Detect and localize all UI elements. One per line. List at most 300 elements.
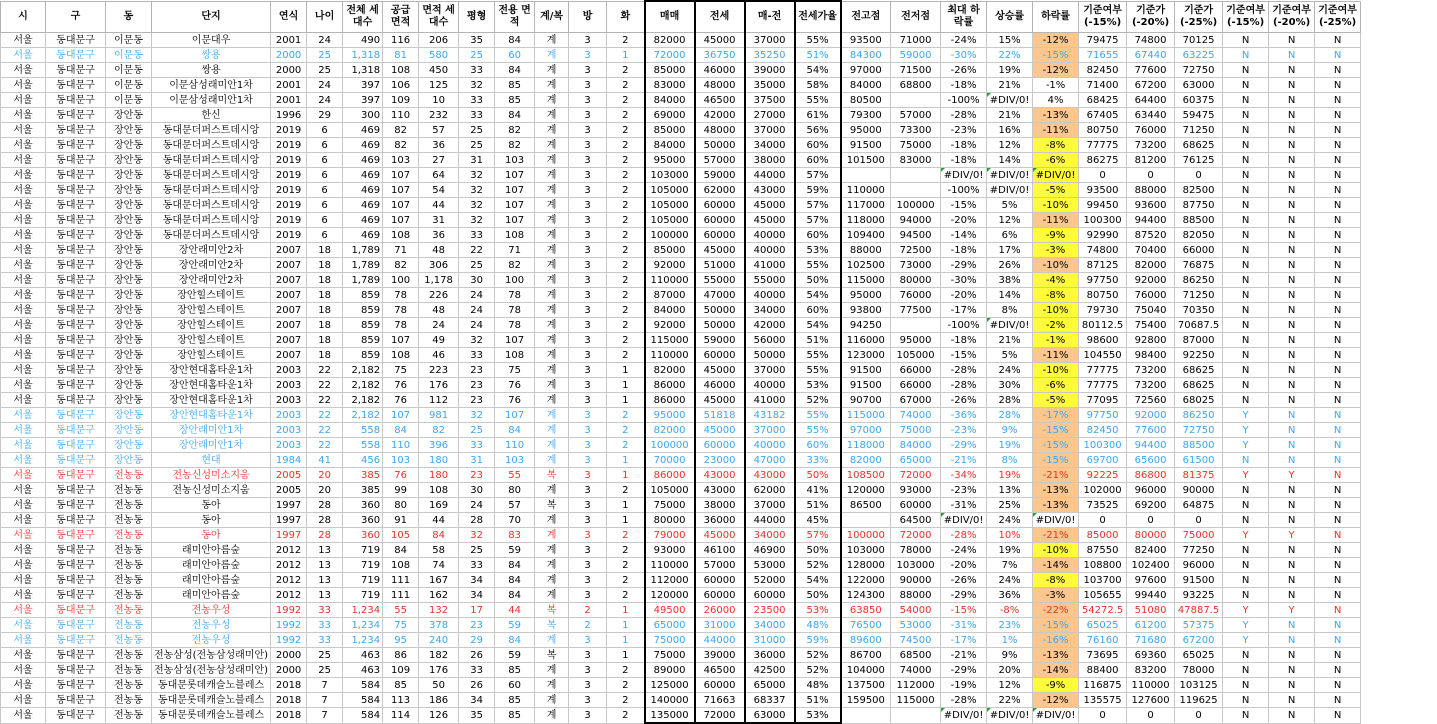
cell[interactable]: 37000: [745, 423, 795, 438]
cell[interactable]: N: [1223, 48, 1269, 63]
cell[interactable]: 0: [1175, 513, 1223, 528]
cell[interactable]: 장안동: [106, 243, 152, 258]
column-header[interactable]: 전세: [695, 1, 745, 33]
cell[interactable]: 서울: [1, 453, 46, 468]
cell[interactable]: 70400: [1127, 243, 1175, 258]
cell[interactable]: 75: [495, 363, 535, 378]
cell[interactable]: 859: [343, 288, 383, 303]
cell[interactable]: 계: [535, 48, 569, 63]
cell[interactable]: 서울: [1, 573, 46, 588]
cell[interactable]: 43000: [745, 183, 795, 198]
cell[interactable]: 2: [607, 318, 645, 333]
cell[interactable]: 111: [383, 573, 419, 588]
cell[interactable]: 2003: [271, 408, 307, 423]
cell[interactable]: N: [1223, 303, 1269, 318]
cell[interactable]: N: [1269, 438, 1315, 453]
cell[interactable]: -15%: [1033, 438, 1079, 453]
cell[interactable]: 2003: [271, 438, 307, 453]
cell[interactable]: 82050: [1175, 228, 1223, 243]
cell[interactable]: 108: [383, 63, 419, 78]
cell[interactable]: N: [1223, 213, 1269, 228]
cell[interactable]: 3: [569, 303, 607, 318]
cell[interactable]: 2018: [271, 678, 307, 693]
cell[interactable]: 장안동: [106, 228, 152, 243]
cell[interactable]: 동대문구: [46, 213, 106, 228]
cell[interactable]: 3: [569, 693, 607, 708]
cell[interactable]: 35: [459, 708, 495, 724]
cell[interactable]: 108: [419, 483, 459, 498]
cell[interactable]: 12%: [987, 678, 1033, 693]
cell[interactable]: 34000: [745, 528, 795, 543]
cell[interactable]: -3%: [1033, 243, 1079, 258]
cell[interactable]: 24: [419, 318, 459, 333]
cell[interactable]: 2: [607, 288, 645, 303]
cell[interactable]: 85: [495, 708, 535, 724]
cell[interactable]: 180: [419, 453, 459, 468]
cell[interactable]: 77600: [1127, 63, 1175, 78]
cell[interactable]: 32: [459, 408, 495, 423]
cell[interactable]: N: [1315, 393, 1361, 408]
cell[interactable]: #DIV/0!: [987, 93, 1033, 108]
cell[interactable]: -28%: [941, 378, 987, 393]
cell[interactable]: -10%: [1033, 258, 1079, 273]
cell[interactable]: 103: [383, 153, 419, 168]
cell[interactable]: [891, 708, 941, 724]
cell[interactable]: 87550: [1079, 543, 1127, 558]
cell[interactable]: 73695: [1079, 648, 1127, 663]
cell[interactable]: 84: [495, 588, 535, 603]
cell[interactable]: 계: [535, 528, 569, 543]
cell[interactable]: 장안동: [106, 348, 152, 363]
cell[interactable]: 135000: [645, 708, 695, 724]
cell[interactable]: 이문동: [106, 78, 152, 93]
cell[interactable]: 232: [419, 108, 459, 123]
cell[interactable]: 3: [569, 573, 607, 588]
cell[interactable]: 68025: [1175, 393, 1223, 408]
cell[interactable]: N: [1315, 693, 1361, 708]
cell[interactable]: N: [1315, 558, 1361, 573]
cell[interactable]: 226: [419, 288, 459, 303]
cell[interactable]: N: [1269, 588, 1315, 603]
cell[interactable]: 계: [535, 513, 569, 528]
cell[interactable]: 23: [459, 363, 495, 378]
cell[interactable]: 107: [495, 333, 535, 348]
cell[interactable]: 전농동: [106, 618, 152, 633]
cell[interactable]: 137500: [841, 678, 891, 693]
cell[interactable]: 23: [459, 468, 495, 483]
cell[interactable]: 48%: [795, 618, 841, 633]
cell[interactable]: 2: [569, 603, 607, 618]
cell[interactable]: 95000: [645, 153, 695, 168]
cell[interactable]: N: [1269, 183, 1315, 198]
cell[interactable]: 95: [383, 633, 419, 648]
cell[interactable]: 88500: [1175, 438, 1223, 453]
cell[interactable]: 81200: [1127, 153, 1175, 168]
cell[interactable]: 2000: [271, 663, 307, 678]
cell[interactable]: 2005: [271, 468, 307, 483]
cell[interactable]: 서울: [1, 513, 46, 528]
cell[interactable]: #DIV/0!: [1033, 708, 1079, 724]
cell[interactable]: 동아: [152, 528, 271, 543]
cell[interactable]: 서울: [1, 693, 46, 708]
cell[interactable]: 23%: [987, 618, 1033, 633]
cell[interactable]: 10%: [987, 528, 1033, 543]
cell[interactable]: 72560: [1127, 393, 1175, 408]
cell[interactable]: 장안동: [106, 318, 152, 333]
cell[interactable]: 60000: [891, 498, 941, 513]
cell[interactable]: 동대문구: [46, 33, 106, 48]
cell[interactable]: 86000: [645, 393, 695, 408]
cell[interactable]: 59000: [695, 333, 745, 348]
cell[interactable]: N: [1223, 333, 1269, 348]
cell[interactable]: 24%: [987, 363, 1033, 378]
cell[interactable]: 1,234: [343, 618, 383, 633]
cell[interactable]: 93000: [891, 483, 941, 498]
cell[interactable]: 2019: [271, 183, 307, 198]
cell[interactable]: 6: [307, 138, 343, 153]
cell[interactable]: N: [1269, 393, 1315, 408]
cell[interactable]: N: [1315, 213, 1361, 228]
cell[interactable]: 162: [419, 588, 459, 603]
cell[interactable]: N: [1223, 513, 1269, 528]
cell[interactable]: 72000: [645, 48, 695, 63]
cell[interactable]: 0: [1127, 168, 1175, 183]
cell[interactable]: N: [1315, 123, 1361, 138]
cell[interactable]: N: [1315, 48, 1361, 63]
cell[interactable]: 50: [419, 678, 459, 693]
cell[interactable]: N: [1269, 273, 1315, 288]
cell[interactable]: 계: [535, 243, 569, 258]
cell[interactable]: N: [1315, 648, 1361, 663]
cell[interactable]: 79475: [1079, 33, 1127, 48]
cell[interactable]: 2018: [271, 693, 307, 708]
cell[interactable]: 84: [495, 423, 535, 438]
cell[interactable]: 장안동: [106, 108, 152, 123]
cell[interactable]: 전농동: [106, 543, 152, 558]
cell[interactable]: 동대문구: [46, 558, 106, 573]
cell[interactable]: 107: [495, 168, 535, 183]
cell[interactable]: N: [1223, 93, 1269, 108]
cell[interactable]: -11%: [1033, 348, 1079, 363]
cell[interactable]: 60000: [695, 213, 745, 228]
cell[interactable]: 93500: [841, 33, 891, 48]
cell[interactable]: 3: [569, 528, 607, 543]
cell[interactable]: 15%: [987, 33, 1033, 48]
cell[interactable]: 5%: [987, 348, 1033, 363]
cell[interactable]: 78: [383, 288, 419, 303]
cell[interactable]: 108: [383, 558, 419, 573]
cell[interactable]: -14%: [1033, 558, 1079, 573]
cell[interactable]: 40000: [745, 378, 795, 393]
cell[interactable]: 112: [419, 393, 459, 408]
cell[interactable]: 60375: [1175, 93, 1223, 108]
cell[interactable]: 109400: [841, 228, 891, 243]
cell[interactable]: 서울: [1, 63, 46, 78]
cell[interactable]: N: [1223, 543, 1269, 558]
cell[interactable]: 469: [343, 123, 383, 138]
cell[interactable]: 18: [307, 318, 343, 333]
cell[interactable]: 동대문구: [46, 273, 106, 288]
cell[interactable]: 전농우성: [152, 633, 271, 648]
cell[interactable]: N: [1315, 273, 1361, 288]
cell[interactable]: 2: [607, 243, 645, 258]
cell[interactable]: 80500: [841, 93, 891, 108]
cell[interactable]: 132: [419, 603, 459, 618]
cell[interactable]: 2: [607, 348, 645, 363]
cell[interactable]: 이문삼성래미안1차: [152, 93, 271, 108]
cell[interactable]: 동대문구: [46, 393, 106, 408]
cell[interactable]: 40000: [745, 288, 795, 303]
cell[interactable]: 82: [383, 123, 419, 138]
cell[interactable]: N: [1315, 708, 1361, 724]
cell[interactable]: 63440: [1127, 108, 1175, 123]
cell[interactable]: 20: [307, 468, 343, 483]
cell[interactable]: 463: [343, 663, 383, 678]
cell[interactable]: 2019: [271, 153, 307, 168]
cell[interactable]: 719: [343, 573, 383, 588]
cell[interactable]: -30%: [941, 48, 987, 63]
cell[interactable]: 2000: [271, 48, 307, 63]
cell[interactable]: 85: [495, 78, 535, 93]
cell[interactable]: 100000: [891, 198, 941, 213]
cell[interactable]: -8%: [1033, 288, 1079, 303]
cell[interactable]: 30: [459, 483, 495, 498]
cell[interactable]: -15%: [1033, 453, 1079, 468]
cell[interactable]: 동대문구: [46, 363, 106, 378]
cell[interactable]: 79300: [841, 108, 891, 123]
cell[interactable]: 28: [307, 498, 343, 513]
cell[interactable]: 36000: [745, 648, 795, 663]
cell[interactable]: 6: [307, 168, 343, 183]
cell[interactable]: 107: [383, 408, 419, 423]
cell[interactable]: 2: [607, 573, 645, 588]
cell[interactable]: N: [1315, 498, 1361, 513]
cell[interactable]: 55000: [745, 273, 795, 288]
cell[interactable]: 동대문구: [46, 438, 106, 453]
cell[interactable]: -26%: [941, 63, 987, 78]
cell[interactable]: 68800: [891, 78, 941, 93]
cell[interactable]: 79000: [645, 528, 695, 543]
cell[interactable]: 107: [383, 183, 419, 198]
cell[interactable]: 76000: [1127, 288, 1175, 303]
cell[interactable]: 2003: [271, 378, 307, 393]
cell[interactable]: 71500: [891, 63, 941, 78]
cell[interactable]: N: [1315, 678, 1361, 693]
cell[interactable]: 25: [459, 258, 495, 273]
cell[interactable]: N: [1269, 348, 1315, 363]
column-header[interactable]: 시: [1, 1, 46, 33]
cell[interactable]: 37000: [745, 123, 795, 138]
cell[interactable]: 6: [307, 198, 343, 213]
cell[interactable]: 107: [495, 198, 535, 213]
cell[interactable]: 57%: [795, 213, 841, 228]
cell[interactable]: 장안동: [106, 183, 152, 198]
cell[interactable]: 159500: [841, 693, 891, 708]
cell[interactable]: 25: [459, 138, 495, 153]
cell[interactable]: 동대문구: [46, 483, 106, 498]
cell[interactable]: 397: [343, 78, 383, 93]
cell[interactable]: 98400: [1127, 348, 1175, 363]
cell[interactable]: -24%: [941, 33, 987, 48]
column-header[interactable]: 매-전: [745, 1, 795, 33]
cell[interactable]: 110000: [841, 183, 891, 198]
cell[interactable]: [841, 168, 891, 183]
column-header[interactable]: 동: [106, 1, 152, 33]
column-header[interactable]: 구: [46, 1, 106, 33]
cell[interactable]: 38%: [987, 273, 1033, 288]
cell[interactable]: 동대문구: [46, 228, 106, 243]
cell[interactable]: 84000: [645, 303, 695, 318]
cell[interactable]: 2: [607, 78, 645, 93]
cell[interactable]: 3: [569, 678, 607, 693]
cell[interactable]: 2003: [271, 423, 307, 438]
cell[interactable]: 1,234: [343, 603, 383, 618]
cell[interactable]: 2012: [271, 558, 307, 573]
cell[interactable]: 2: [607, 588, 645, 603]
cell[interactable]: N: [1269, 213, 1315, 228]
cell[interactable]: 125: [419, 78, 459, 93]
cell[interactable]: -9%: [1033, 678, 1079, 693]
cell[interactable]: 2012: [271, 573, 307, 588]
cell[interactable]: 469: [343, 183, 383, 198]
cell[interactable]: 306: [419, 258, 459, 273]
cell[interactable]: 5%: [987, 198, 1033, 213]
cell[interactable]: N: [1269, 483, 1315, 498]
cell[interactable]: 71: [495, 243, 535, 258]
cell[interactable]: N: [1315, 528, 1361, 543]
cell[interactable]: N: [1223, 708, 1269, 724]
cell[interactable]: 300: [343, 108, 383, 123]
cell[interactable]: 1: [607, 48, 645, 63]
cell[interactable]: 32: [459, 528, 495, 543]
cell[interactable]: 계: [535, 348, 569, 363]
cell[interactable]: N: [1315, 183, 1361, 198]
cell[interactable]: 3: [569, 198, 607, 213]
cell[interactable]: 59000: [891, 48, 941, 63]
cell[interactable]: 43000: [695, 483, 745, 498]
cell[interactable]: N: [1269, 498, 1315, 513]
cell[interactable]: 21%: [987, 78, 1033, 93]
cell[interactable]: 110000: [645, 558, 695, 573]
cell[interactable]: 360: [343, 498, 383, 513]
cell[interactable]: 동대문구: [46, 528, 106, 543]
cell[interactable]: 36: [419, 138, 459, 153]
cell[interactable]: 장안동: [106, 408, 152, 423]
cell[interactable]: 2003: [271, 363, 307, 378]
cell[interactable]: 동대문구: [46, 648, 106, 663]
cell[interactable]: 9%: [987, 423, 1033, 438]
cell[interactable]: N: [1315, 663, 1361, 678]
cell[interactable]: N: [1223, 693, 1269, 708]
cell[interactable]: 계: [535, 303, 569, 318]
cell[interactable]: 82: [495, 138, 535, 153]
cell[interactable]: 25: [459, 543, 495, 558]
cell[interactable]: 장안현대홈타운1차: [152, 378, 271, 393]
cell[interactable]: -18%: [941, 138, 987, 153]
cell[interactable]: 장안래미안2차: [152, 273, 271, 288]
cell[interactable]: 전농동: [106, 483, 152, 498]
cell[interactable]: 계: [535, 393, 569, 408]
cell[interactable]: 84000: [841, 78, 891, 93]
cell[interactable]: 장안현대홈타운1차: [152, 393, 271, 408]
cell[interactable]: 61500: [1175, 453, 1223, 468]
cell[interactable]: 33%: [795, 453, 841, 468]
cell[interactable]: 0: [1079, 513, 1127, 528]
cell[interactable]: [891, 183, 941, 198]
cell[interactable]: 88500: [1175, 213, 1223, 228]
cell[interactable]: 18: [307, 273, 343, 288]
cell[interactable]: 2019: [271, 213, 307, 228]
cell[interactable]: 계: [535, 708, 569, 724]
cell[interactable]: #DIV/0!: [941, 513, 987, 528]
cell[interactable]: 37000: [745, 363, 795, 378]
cell[interactable]: 동대문구: [46, 303, 106, 318]
cell[interactable]: N: [1315, 198, 1361, 213]
cell[interactable]: 72500: [891, 243, 941, 258]
cell[interactable]: 24: [459, 498, 495, 513]
cell[interactable]: 88000: [891, 588, 941, 603]
cell[interactable]: -100%: [941, 318, 987, 333]
cell[interactable]: 래미안아름숲: [152, 558, 271, 573]
cell[interactable]: 82: [419, 423, 459, 438]
cell[interactable]: -29%: [941, 438, 987, 453]
cell[interactable]: 76: [495, 393, 535, 408]
cell[interactable]: 동대문구: [46, 513, 106, 528]
cell[interactable]: 124300: [841, 588, 891, 603]
cell[interactable]: 98600: [1079, 333, 1127, 348]
cell[interactable]: 31: [459, 453, 495, 468]
cell[interactable]: 서울: [1, 108, 46, 123]
cell[interactable]: 93800: [841, 303, 891, 318]
cell[interactable]: 53%: [795, 243, 841, 258]
cell[interactable]: 61%: [795, 108, 841, 123]
cell[interactable]: 서울: [1, 93, 46, 108]
cell[interactable]: -10%: [1033, 543, 1079, 558]
cell[interactable]: 81: [383, 48, 419, 63]
cell[interactable]: 396: [419, 438, 459, 453]
cell[interactable]: 2018: [271, 708, 307, 724]
cell[interactable]: N: [1269, 48, 1315, 63]
cell[interactable]: 13: [307, 573, 343, 588]
cell[interactable]: 92000: [1127, 273, 1175, 288]
cell[interactable]: Y: [1223, 408, 1269, 423]
cell[interactable]: -12%: [1033, 693, 1079, 708]
cell[interactable]: N: [1315, 63, 1361, 78]
cell[interactable]: 99450: [1079, 198, 1127, 213]
cell[interactable]: 서울: [1, 618, 46, 633]
cell[interactable]: 84: [383, 543, 419, 558]
cell[interactable]: N: [1269, 558, 1315, 573]
cell[interactable]: 래미안아름숲: [152, 543, 271, 558]
cell[interactable]: 31000: [695, 618, 745, 633]
cell[interactable]: 74000: [891, 408, 941, 423]
cell[interactable]: 장안동: [106, 453, 152, 468]
cell[interactable]: 103125: [1175, 678, 1223, 693]
cell[interactable]: 71250: [1175, 123, 1223, 138]
cell[interactable]: 1: [607, 393, 645, 408]
cell[interactable]: 2: [607, 708, 645, 724]
cell[interactable]: 60000: [695, 678, 745, 693]
cell[interactable]: -21%: [1033, 468, 1079, 483]
cell[interactable]: -11%: [1033, 213, 1079, 228]
cell[interactable]: 60%: [795, 153, 841, 168]
cell[interactable]: -15%: [941, 603, 987, 618]
cell[interactable]: 1984: [271, 453, 307, 468]
cell[interactable]: 140000: [645, 693, 695, 708]
cell[interactable]: 전농동: [106, 468, 152, 483]
cell[interactable]: Y: [1223, 603, 1269, 618]
cell[interactable]: 75000: [645, 633, 695, 648]
